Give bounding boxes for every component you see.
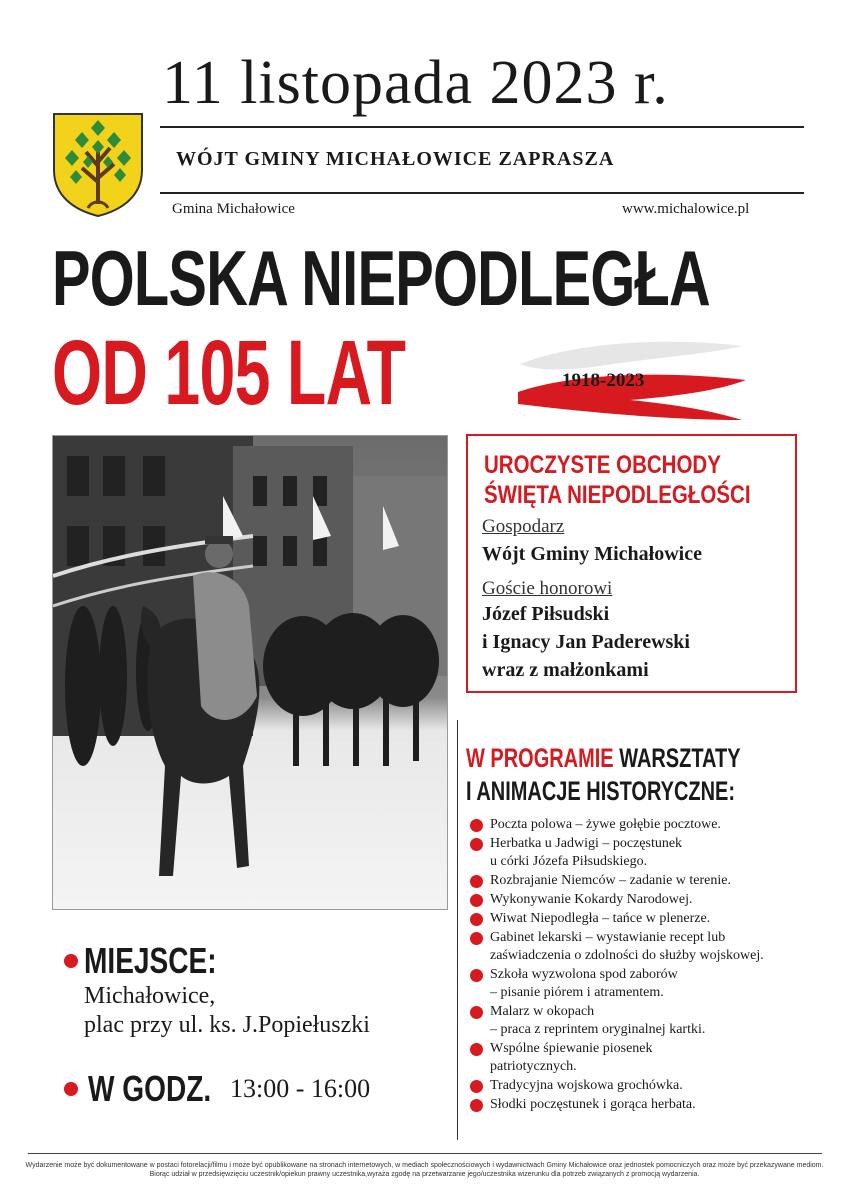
list-item bbox=[470, 1040, 810, 1076]
guest-line-3: wraz z małżonkami bbox=[482, 659, 649, 681]
list-item-text-2: – pisanie piórem i atramentem. bbox=[490, 985, 664, 1000]
website-link[interactable]: www.michalowice.pl bbox=[622, 201, 750, 217]
list-item bbox=[470, 910, 810, 928]
gmina-name: Gmina Michałowice bbox=[172, 201, 295, 217]
list-item bbox=[470, 1003, 810, 1039]
list-item-text: Wspólne śpiewanie piosenek bbox=[490, 1041, 653, 1056]
list-item bbox=[470, 1096, 810, 1114]
bullet-icon bbox=[470, 894, 483, 907]
years-range: 1918-2023 bbox=[562, 370, 645, 391]
list-item-text: Słodki poczęstunek i gorąca herbata. bbox=[490, 1097, 696, 1112]
time-label: W GODZ. bbox=[88, 1068, 212, 1109]
bullet-icon bbox=[470, 1006, 483, 1019]
guests-label: Goście honorowi bbox=[482, 578, 613, 599]
bullet-icon bbox=[470, 1043, 483, 1056]
list-item bbox=[470, 872, 810, 890]
footer-disclaimer bbox=[20, 1161, 829, 1179]
list-item-text: Gabinet lekarski – wystawianie recept lub bbox=[490, 930, 726, 945]
bullet-icon bbox=[470, 913, 483, 926]
top-rule bbox=[160, 126, 804, 128]
guest-line-1: Józef Piłsudski bbox=[482, 603, 610, 625]
list-item-text-2: – praca z reprintem oryginalnej kartki. bbox=[490, 1022, 706, 1037]
place-line-2: plac przy ul. ks. J.Popiełuszki bbox=[84, 1012, 370, 1038]
place-line-1: Michałowice, bbox=[84, 983, 216, 1009]
ceremony-box bbox=[466, 434, 797, 693]
program-list bbox=[470, 816, 810, 1115]
time-bullet-icon bbox=[64, 1082, 78, 1096]
time-value: 13:00 - 16:00 bbox=[230, 1074, 371, 1103]
list-item-text: Szkoła wyzwolona spod zaborów bbox=[490, 967, 678, 982]
footer-line-2: Biorąc udział w przedsięwzięciu uczestnik/opiekun prawny uczestnika,wyraża zgodę na przetwarzanie jego/uczestnika wizerunku dla potrzeb związanych z promocją wydarzenia. bbox=[149, 1171, 700, 1178]
footer-rule bbox=[28, 1153, 822, 1154]
list-item bbox=[470, 1077, 810, 1095]
tree-coat-of-arms-icon bbox=[52, 112, 144, 218]
list-item-text-2: patriotycznych. bbox=[490, 1059, 577, 1074]
list-item-text: Wiwat Niepodległa – tańce w plenerze. bbox=[490, 911, 711, 926]
bullet-icon bbox=[470, 838, 483, 851]
list-item-text-2: zaświadczenia o zdolności do służby wojskowej. bbox=[490, 948, 764, 963]
bullet-icon bbox=[470, 969, 483, 982]
historic-cavalry-parade-photo bbox=[52, 435, 448, 910]
list-item-text: Tradycyjna wojskowa grochówka. bbox=[490, 1078, 683, 1093]
ceremony-title-line2: ŚWIĘTA NIEPODLEGŁOŚCI bbox=[484, 481, 751, 509]
place-bullet-icon bbox=[64, 954, 78, 968]
ceremony-title-line1: UROCZYSTE OBCHODY bbox=[484, 451, 721, 479]
list-item bbox=[470, 891, 810, 909]
bullet-icon bbox=[470, 1080, 483, 1093]
list-item bbox=[470, 929, 810, 965]
event-date: 11 listopada 2023 r. bbox=[162, 49, 669, 117]
list-item-text-2: u córki Józefa Piłsudskiego. bbox=[490, 854, 648, 869]
program-title-rest: WARSZTATY bbox=[619, 743, 741, 773]
bullet-icon bbox=[470, 819, 483, 832]
program-title bbox=[466, 742, 741, 808]
bullet-icon bbox=[470, 932, 483, 945]
header-rule bbox=[160, 192, 804, 194]
footer-line-1: Wydarzenie może być dokumentowane w postaci fotorelacji/filmu i może być opublikowane na stronach internetowych, w mediach społecznościowych i wydawnictwach Gminy Michałowice oraz jednostek pomocniczych oraz może być przekazywane mediom. bbox=[25, 1162, 824, 1169]
list-item bbox=[470, 816, 810, 834]
program-title-line2: I ANIMACJE HISTORYCZNE: bbox=[466, 776, 736, 806]
list-item bbox=[470, 835, 810, 871]
invitation-text: WÓJT GMINY MICHAŁOWICE ZAPRASZA bbox=[176, 148, 615, 170]
bullet-icon bbox=[470, 875, 483, 888]
list-item bbox=[470, 966, 810, 1002]
bullet-icon bbox=[470, 1099, 483, 1112]
list-item-text: Wykonywanie Kokardy Narodowej. bbox=[490, 892, 693, 907]
list-item-text: Herbatka u Jadwigi – poczęstunek bbox=[490, 836, 683, 851]
list-item-text: Rozbrajanie Niemców – zadanie w terenie. bbox=[490, 873, 732, 888]
column-divider bbox=[457, 720, 458, 1140]
host-name: Wójt Gminy Michałowice bbox=[482, 543, 702, 565]
sub-headline: OD 105 LAT bbox=[52, 322, 406, 424]
list-item-text: Poczta polowa – żywe gołębie pocztowe. bbox=[490, 817, 721, 832]
guest-line-2: i Ignacy Jan Paderewski bbox=[482, 631, 690, 653]
list-item-text: Malarz w okopach bbox=[490, 1004, 595, 1019]
main-headline: POLSKA NIEPODLEGŁA bbox=[52, 234, 710, 322]
program-title-red: W PROGRAMIE bbox=[466, 743, 614, 773]
place-label: MIEJSCE: bbox=[84, 940, 217, 981]
host-label: Gospodarz bbox=[482, 516, 565, 537]
